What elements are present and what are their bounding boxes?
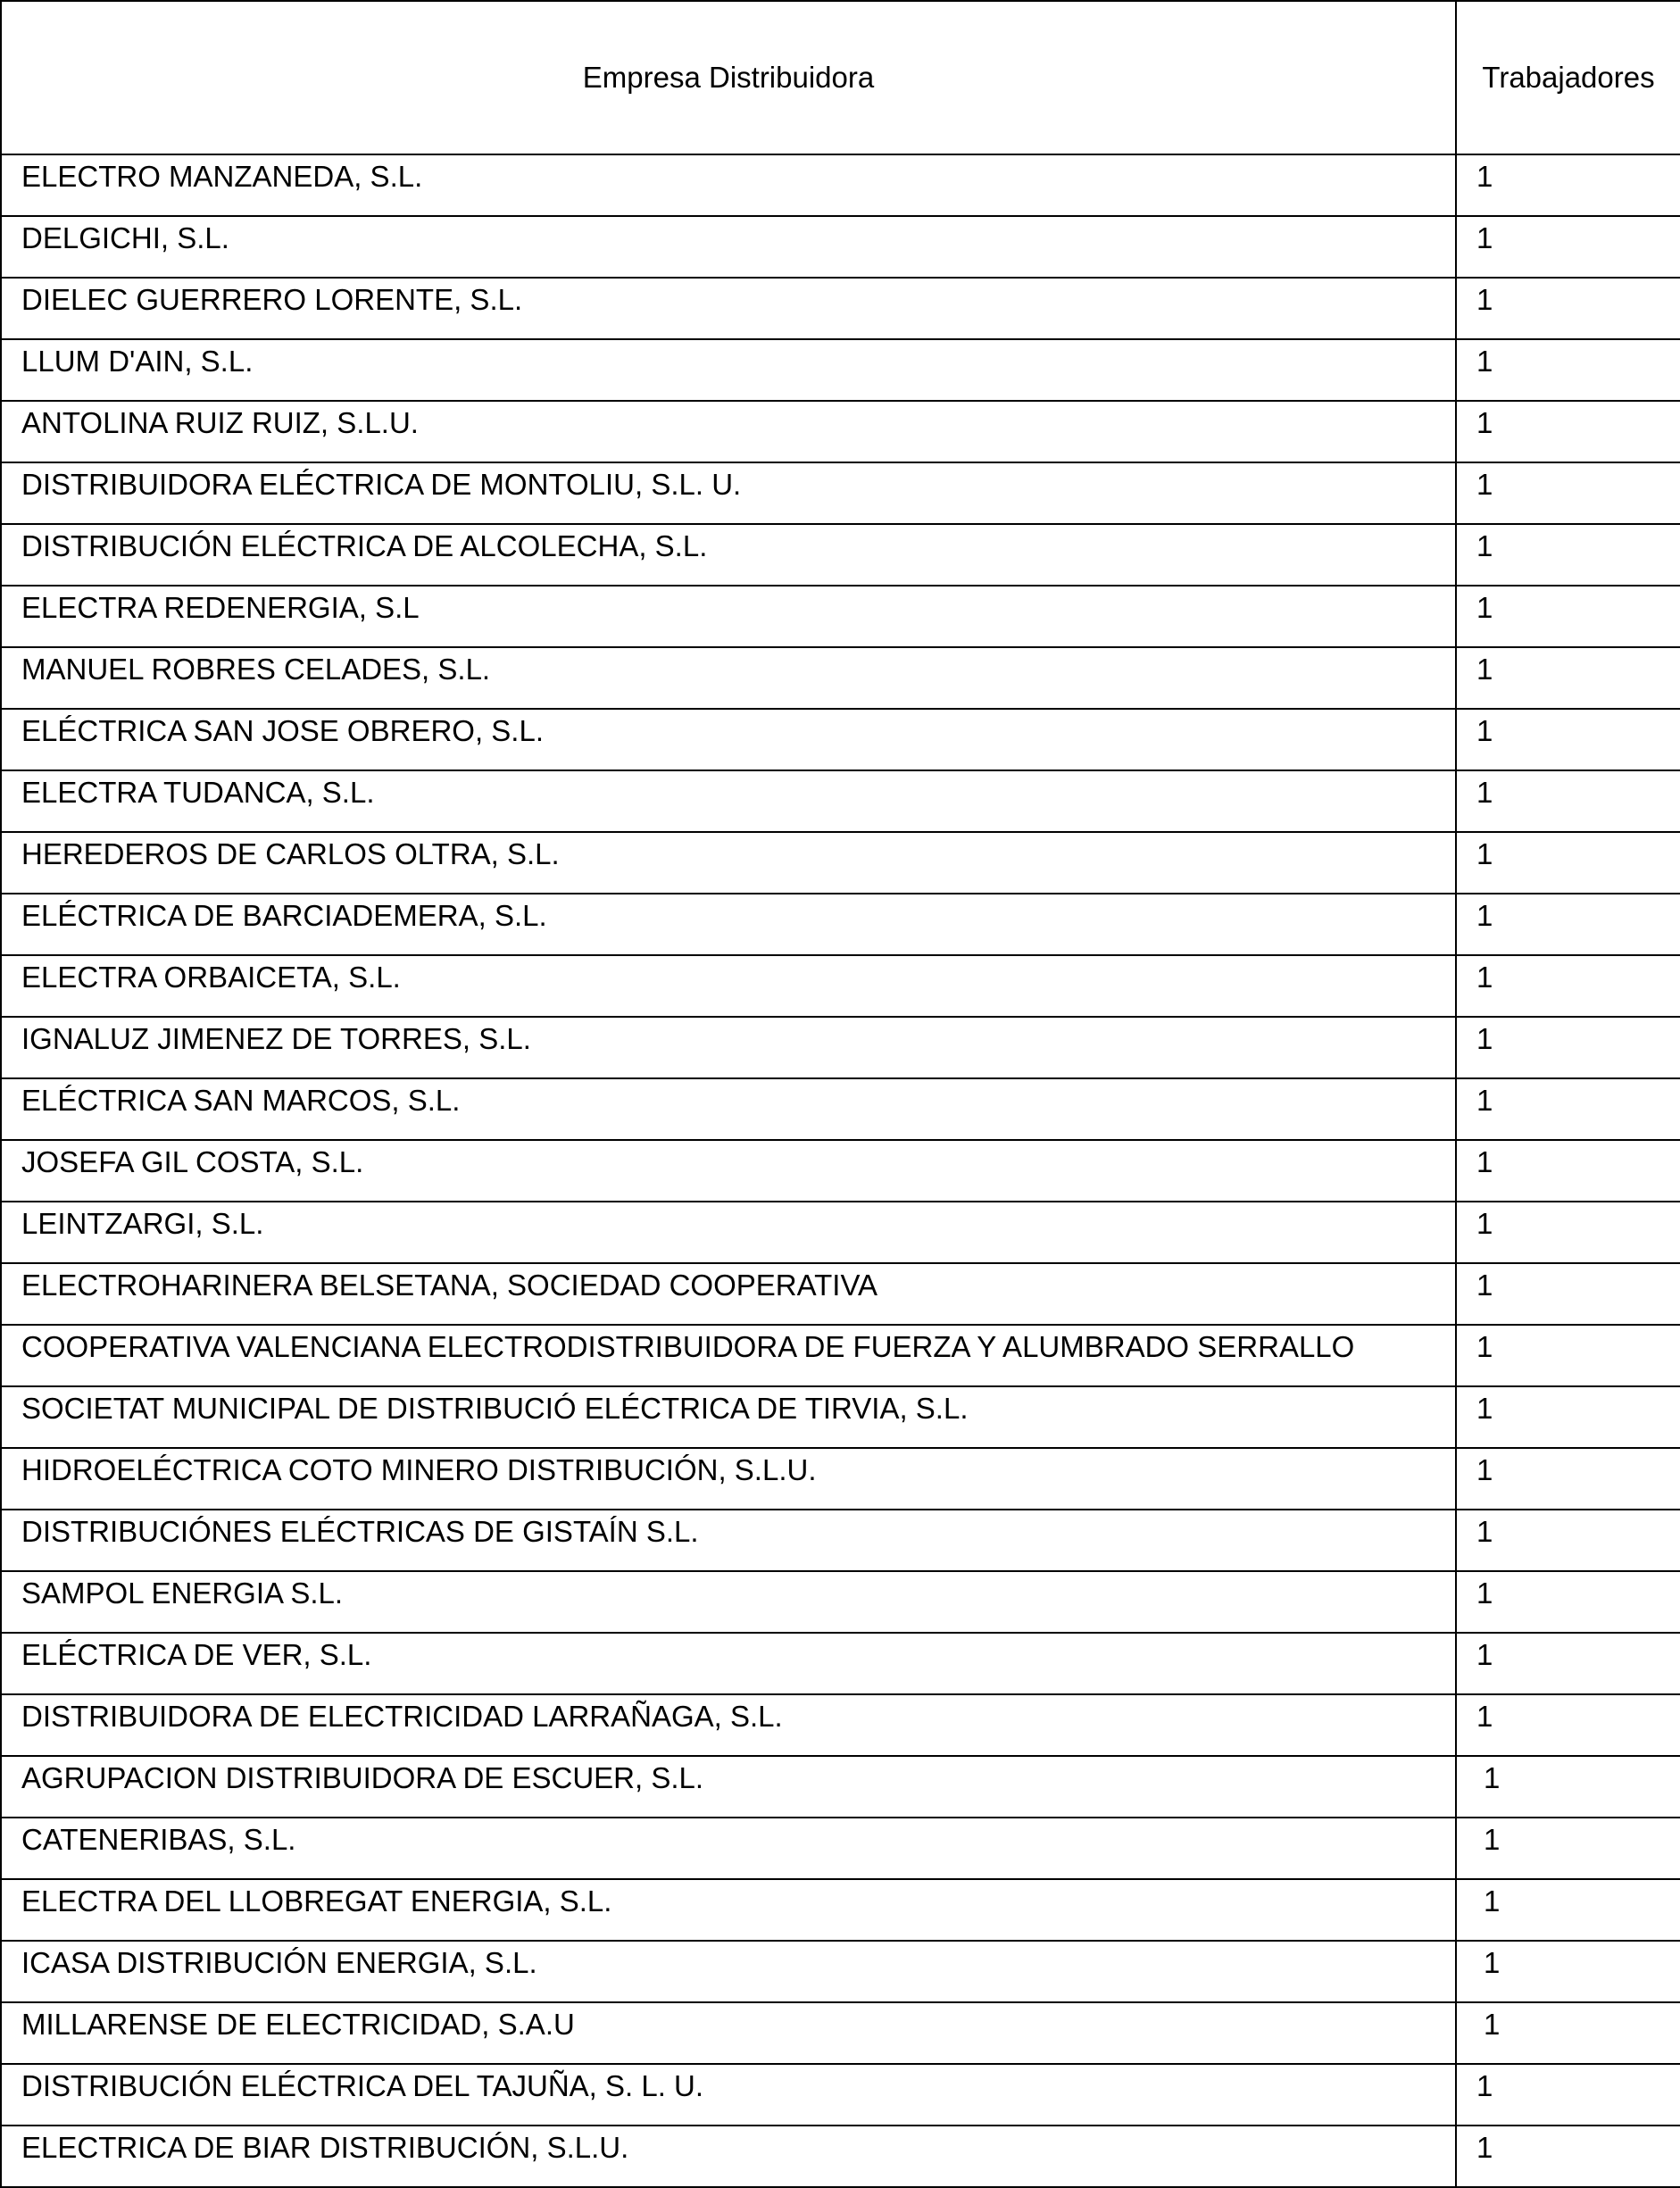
table-row [1,1017,1680,1078]
table-row [1,1325,1680,1386]
workers-cell: 1 [1456,1818,1680,1879]
company-cell: DISTRIBUCIÓNES ELÉCTRICAS DE GISTAÍN S.L. [1,1510,1456,1571]
table-row [1,1879,1680,1941]
company-cell: COOPERATIVA VALENCIANA ELECTRODISTRIBUIDORA DE FUERZA Y ALUMBRADO SERRALLO [1,1325,1456,1386]
company-cell: ELECTRA TUDANCA, S.L. [1,770,1456,832]
workers-cell: 1 [1456,1386,1680,1448]
workers-cell: 1 [1456,1510,1680,1571]
table-body [1,154,1680,2187]
company-cell: HEREDEROS DE CARLOS OLTRA, S.L. [1,832,1456,894]
company-cell: MILLARENSE DE ELECTRICIDAD, S.A.U [1,2002,1456,2064]
company-cell: ELECTRA REDENERGIA, S.L [1,586,1456,647]
workers-cell: 1 [1456,1017,1680,1078]
table-row [1,1078,1680,1140]
table-row [1,1386,1680,1448]
workers-cell: 1 [1456,2064,1680,2126]
company-cell: ELECTROHARINERA BELSETANA, SOCIEDAD COOPERATIVA [1,1263,1456,1325]
workers-cell: 1 [1456,1633,1680,1694]
workers-cell: 1 [1456,1448,1680,1510]
workers-cell: 1 [1456,647,1680,709]
company-cell: ELECTRA ORBAICETA, S.L. [1,955,1456,1017]
header-company: Empresa Distribuidora [1,1,1456,154]
workers-cell: 1 [1456,894,1680,955]
company-cell: ELÉCTRICA SAN MARCOS, S.L. [1,1078,1456,1140]
company-cell: CATENERIBAS, S.L. [1,1818,1456,1879]
workers-cell: 1 [1456,1078,1680,1140]
workers-cell: 1 [1456,1263,1680,1325]
company-cell: LEINTZARGI, S.L. [1,1202,1456,1263]
table-row [1,1263,1680,1325]
workers-cell: 1 [1456,1325,1680,1386]
company-cell: DISTRIBUCIÓN ELÉCTRICA DE ALCOLECHA, S.L. [1,524,1456,586]
table-row [1,462,1680,524]
workers-cell: 1 [1456,770,1680,832]
workers-cell: 1 [1456,462,1680,524]
company-cell: HIDROELÉCTRICA COTO MINERO DISTRIBUCIÓN, S.L.U. [1,1448,1456,1510]
workers-cell: 1 [1456,401,1680,462]
workers-cell: 1 [1456,2002,1680,2064]
header-workers: Trabajadores [1456,1,1680,154]
table-row [1,154,1680,216]
workers-cell: 1 [1456,2126,1680,2187]
table-row [1,401,1680,462]
table-row [1,894,1680,955]
workers-cell: 1 [1456,1202,1680,1263]
company-cell: DISTRIBUIDORA ELÉCTRICA DE MONTOLIU, S.L. U. [1,462,1456,524]
company-cell: DELGICHI, S.L. [1,216,1456,278]
workers-cell: 1 [1456,1756,1680,1818]
table-row [1,1448,1680,1510]
company-cell: ELÉCTRICA DE BARCIADEMERA, S.L. [1,894,1456,955]
table-row [1,1140,1680,1202]
table-row [1,770,1680,832]
company-cell: ELÉCTRICA SAN JOSE OBRERO, S.L. [1,709,1456,770]
company-cell: ELECTRO MANZANEDA, S.L. [1,154,1456,216]
company-cell: ELÉCTRICA DE VER, S.L. [1,1633,1456,1694]
table-row [1,1571,1680,1633]
company-cell: MANUEL ROBRES CELADES, S.L. [1,647,1456,709]
company-cell: ELECTRA DEL LLOBREGAT ENERGIA, S.L. [1,1879,1456,1941]
company-cell: LLUM D'AIN, S.L. [1,339,1456,401]
table-row [1,1756,1680,1818]
workers-cell: 1 [1456,524,1680,586]
table-row [1,832,1680,894]
workers-cell: 1 [1456,1694,1680,1756]
table-row [1,1633,1680,1694]
table-row [1,2126,1680,2187]
company-cell: IGNALUZ JIMENEZ DE TORRES, S.L. [1,1017,1456,1078]
table-row [1,278,1680,339]
workers-cell: 1 [1456,586,1680,647]
table-row [1,524,1680,586]
table-row [1,339,1680,401]
company-cell: SOCIETAT MUNICIPAL DE DISTRIBUCIÓ ELÉCTRICA DE TIRVIA, S.L. [1,1386,1456,1448]
company-cell: JOSEFA GIL COSTA, S.L. [1,1140,1456,1202]
table-row [1,586,1680,647]
table-row [1,2002,1680,2064]
table-row [1,1941,1680,2002]
workers-cell: 1 [1456,955,1680,1017]
table-row [1,1202,1680,1263]
workers-cell: 1 [1456,339,1680,401]
table-row [1,216,1680,278]
company-cell: ANTOLINA RUIZ RUIZ, S.L.U. [1,401,1456,462]
company-cell: DISTRIBUCIÓN ELÉCTRICA DEL TAJUÑA, S. L. U. [1,2064,1456,2126]
table-row [1,955,1680,1017]
workers-cell: 1 [1456,1941,1680,2002]
workers-cell: 1 [1456,1879,1680,1941]
company-cell: DISTRIBUIDORA DE ELECTRICIDAD LARRAÑAGA, S.L. [1,1694,1456,1756]
table-row [1,709,1680,770]
workers-cell: 1 [1456,1571,1680,1633]
table-row [1,1510,1680,1571]
workers-cell: 1 [1456,154,1680,216]
workers-cell: 1 [1456,832,1680,894]
workers-cell: 1 [1456,278,1680,339]
header-row [1,1,1680,154]
company-cell: AGRUPACION DISTRIBUIDORA DE ESCUER, S.L. [1,1756,1456,1818]
table-row [1,1694,1680,1756]
workers-cell: 1 [1456,709,1680,770]
table-row [1,647,1680,709]
company-cell: ELECTRICA DE BIAR DISTRIBUCIÓN, S.L.U. [1,2126,1456,2187]
table-row [1,2064,1680,2126]
company-cell: DIELEC GUERRERO LORENTE, S.L. [1,278,1456,339]
workers-cell: 1 [1456,1140,1680,1202]
company-cell: SAMPOL ENERGIA S.L. [1,1571,1456,1633]
table-row [1,1818,1680,1879]
workers-cell: 1 [1456,216,1680,278]
company-cell: ICASA DISTRIBUCIÓN ENERGIA, S.L. [1,1941,1456,2002]
